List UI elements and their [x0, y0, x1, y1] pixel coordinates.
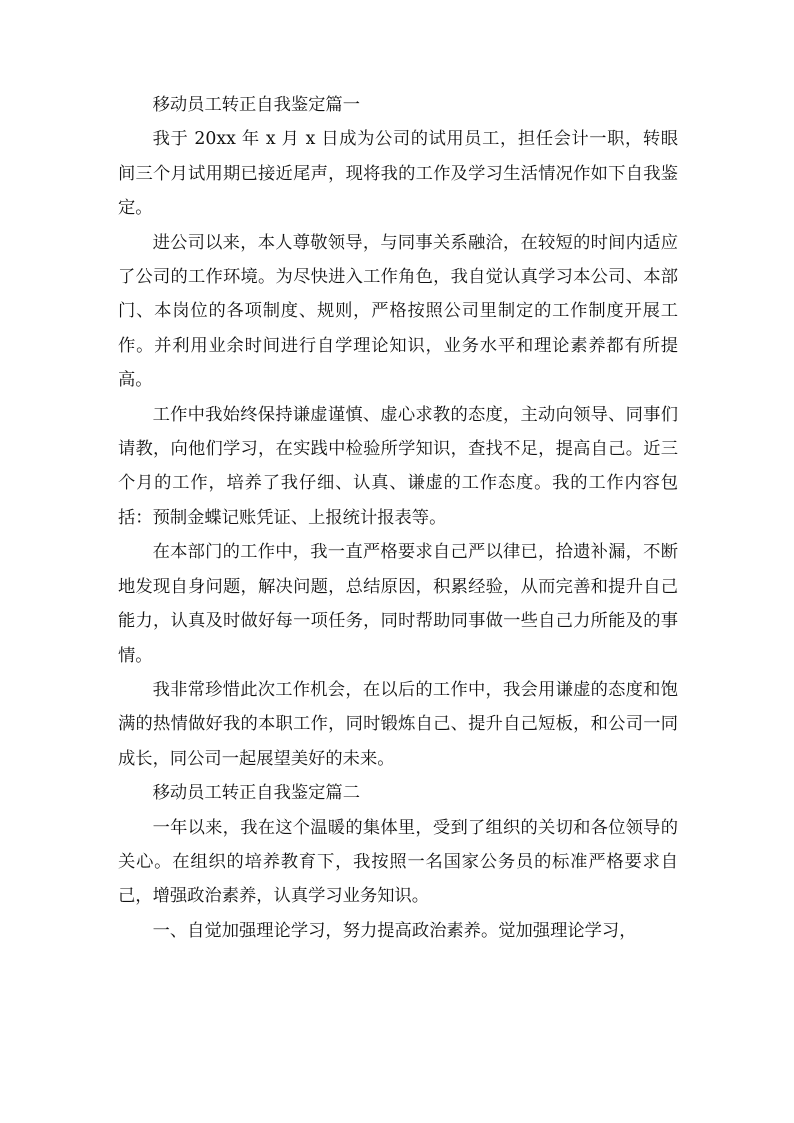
paragraph-theory-study: 一、自觉加强理论学习，努力提高政治素养。觉加强理论学习， [152, 920, 637, 941]
paragraph-department-work: 在本部门的工作中，我一直严格要求自己严以律已，拾遗补漏，不断地发现自身问题，解决问题，总结原因，积累经验，从而完善和提升自己能力，认真及时做好每一项任务，同时帮助同事做一些自己力所能及的事情。 [118, 542, 678, 666]
section-title-1: 移动员工转正自我鉴定篇一 [152, 95, 360, 115]
section-title-2: 移动员工转正自我鉴定篇二 [152, 783, 360, 804]
paragraph-adaptation: 进公司以来，本人尊敬领导，与同事关系融洽，在较短的时间内适应了公司的工作环境。为尽快进入工作角色，我自觉认真学习本公司、本部门、本岗位的各项制度、规则，严格按照公司里制定的工作制度开展工作。并利用业余时间进行自学理论知识，业务水平和理论素养都有所提高。 [118, 232, 678, 391]
paragraph-intro: 我于 20xx 年 x 月 x 日成为公司的试用员工，担任会计一职，转眼间三个月试用期已接近尾声，现将我的工作及学习生活情况作如下自我鉴定。 [118, 129, 678, 219]
document-body [118, 88, 678, 948]
paragraph-year-summary: 一年以来，我在这个温暖的集体里，受到了组织的关切和各位领导的关心。在组织的培养教育下，我按照一名国家公务员的标准严格要求自己，增强政治素养，认真学习业务知识。 [118, 817, 678, 907]
paragraph-future: 我非常珍惜此次工作机会，在以后的工作中，我会用谦虚的态度和饱满的热情做好我的本职工作，同时锻炼自己、提升自己短板，和公司一同成长，同公司一起展望美好的未来。 [118, 679, 678, 769]
paragraph-attitude: 工作中我始终保持谦虚谨慎、虚心求教的态度，主动向领导、同事们请教，向他们学习，在实践中检验所学知识，查找不足，提高自己。近三个月的工作，培养了我仔细、认真、谦虚的工作态度。我的工作内容包括：预制金蝶记账凭证、上报统计报表等。 [118, 404, 678, 528]
